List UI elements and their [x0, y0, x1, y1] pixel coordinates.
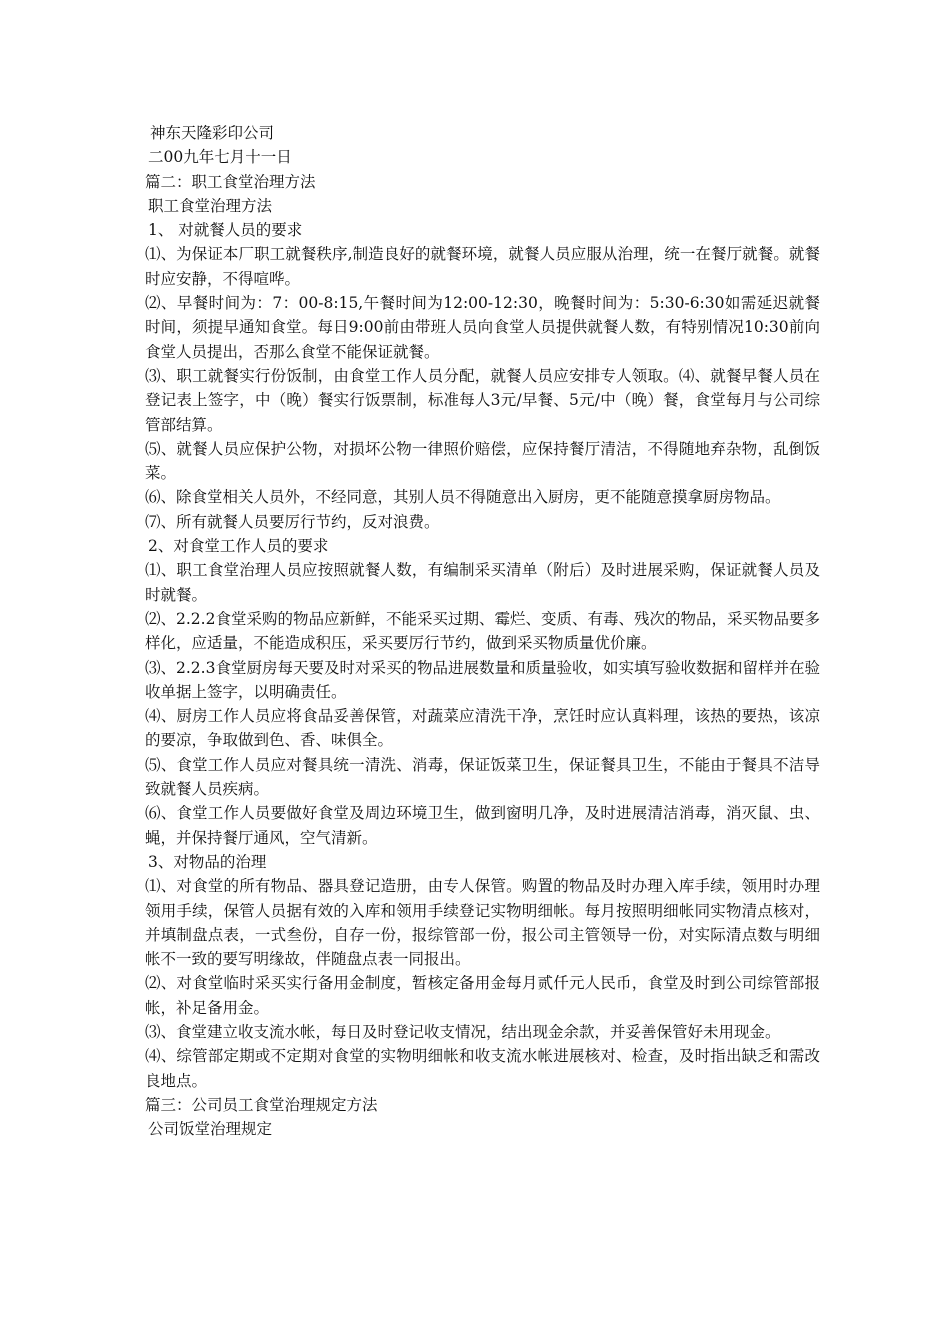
- chapter-title: 公司饭堂治理规定: [148, 1120, 273, 1139]
- paragraph: ⑵、对食堂临时采买实行备用金制度，暂核定备用金每月贰仟元人民币，食堂及时到公司综管部报帐，补足备用金。: [145, 974, 820, 1017]
- paragraph: ⑵、早餐时间为：7：00-8:15,午餐时间为12:00-12:30，晚餐时间为：5:30-6:30如需延迟就餐时间，须提早通知食堂。每日9:00前由带班人员向食堂人员提供就餐人数，有特别情况10:30前向食堂人员提出，否那么食堂不能保证就餐。: [145, 294, 820, 361]
- paragraph: ⑴、为保证本厂职工就餐秩序,制造良好的就餐环境，就餐人员应服从治理，统一在餐厅就餐。就餐时应安静，不得喧哗。: [145, 245, 820, 288]
- chapter-title: 职工食堂治理方法: [148, 196, 273, 215]
- paragraph: ⑶、职工就餐实行份饭制，由食堂工作人员分配，就餐人员应安排专人领取。⑷、就餐早餐人员在登记表上签字，中（晚）餐实行饭票制，标准每人3元/早餐、5元/中（晚）餐，食堂每月与公司综管部结算。: [145, 366, 820, 434]
- paragraph: ⑸、就餐人员应保护公物，对损坏公物一律照价赔偿，应保持餐厅清洁，不得随地弃杂物，乱倒饭菜。: [145, 439, 820, 483]
- paragraph: ⑴、职工食堂治理人员应按照就餐人数，有编制采买清单（附后）及时进展采购，保证就餐人员及时就餐。: [145, 561, 820, 604]
- document-body: [145, 121, 820, 1141]
- paragraph: ⑷、综管部定期或不定期对食堂的实物明细帐和收支流水帐进展核对、检查，及时指出缺乏和需改良地点。: [145, 1047, 820, 1090]
- chapter-heading: 篇三：公司员工食堂治理规定方法: [145, 1095, 378, 1114]
- paragraph: ⑷、厨房工作人员应将食品妥善保管，对蔬菜应清洗干净，烹饪时应认真料理，该热的要热，该凉的要凉，争取做到色、香、味俱全。: [145, 707, 820, 750]
- paragraph: ⑺、所有就餐人员要厉行节约，反对浪费。: [145, 512, 440, 531]
- section-heading: 1、 对就餐人员的要求: [148, 221, 303, 240]
- paragraph: ⑵、2.2.2食堂采购的物品应新鲜，不能采买过期、霉烂、变质、有毒、残次的物品，采买物品要多样化，应适量，不能造成积压，采买要厉行节约，做到采买物质量优价廉。: [145, 609, 820, 653]
- paragraph: ⑹、食堂工作人员要做好食堂及周边环境卫生，做到窗明几净，及时进展清洁消毒，消灭鼠、虫、蝇，并保持餐厅通风，空气清新。: [145, 804, 820, 847]
- paragraph: ⑸、食堂工作人员应对餐具统一清洗、消毒，保证饭菜卫生，保证餐具卫生，不能由于餐具不洁导致就餐人员疾病。: [145, 755, 820, 799]
- paragraph: ⑶、食堂建立收支流水帐，每日及时登记收支情况，结出现金余款，并妥善保管好未用现金。: [145, 1022, 781, 1041]
- section-heading: 3、对物品的治理: [148, 852, 267, 871]
- chapter-heading: 篇二：职工食堂治理方法: [145, 172, 316, 191]
- document-date: 二00九年七月十一日: [148, 148, 292, 167]
- company-name: 神东天隆彩印公司: [150, 124, 275, 142]
- paragraph: ⑹、除食堂相关人员外，不经同意，其别人员不得随意出入厨房，更不能随意摸拿厨房物品。: [145, 488, 781, 507]
- paragraph: ⑴、对食堂的所有物品、器具登记造册，由专人保管。购置的物品及时办理入库手续，领用时办理领用手续，保管人员据有效的入库和领用手续登记实物明细帐。每月按照明细帐同实物清点核对，并填制盘点表，一式叁份，自存一份，报综管部一份，报公司主管领导一份，对实际清点数与明细帐不一致的要写明缘故，伴随盘点表一同报出。: [145, 877, 820, 969]
- section-heading: 2、对食堂工作人员的要求: [148, 537, 329, 556]
- paragraph: ⑶、2.2.3食堂厨房每天要及时对采买的物品进展数量和质量验收，如实填写验收数据和留样并在验收单据上签字，以明确责任。: [145, 658, 820, 701]
